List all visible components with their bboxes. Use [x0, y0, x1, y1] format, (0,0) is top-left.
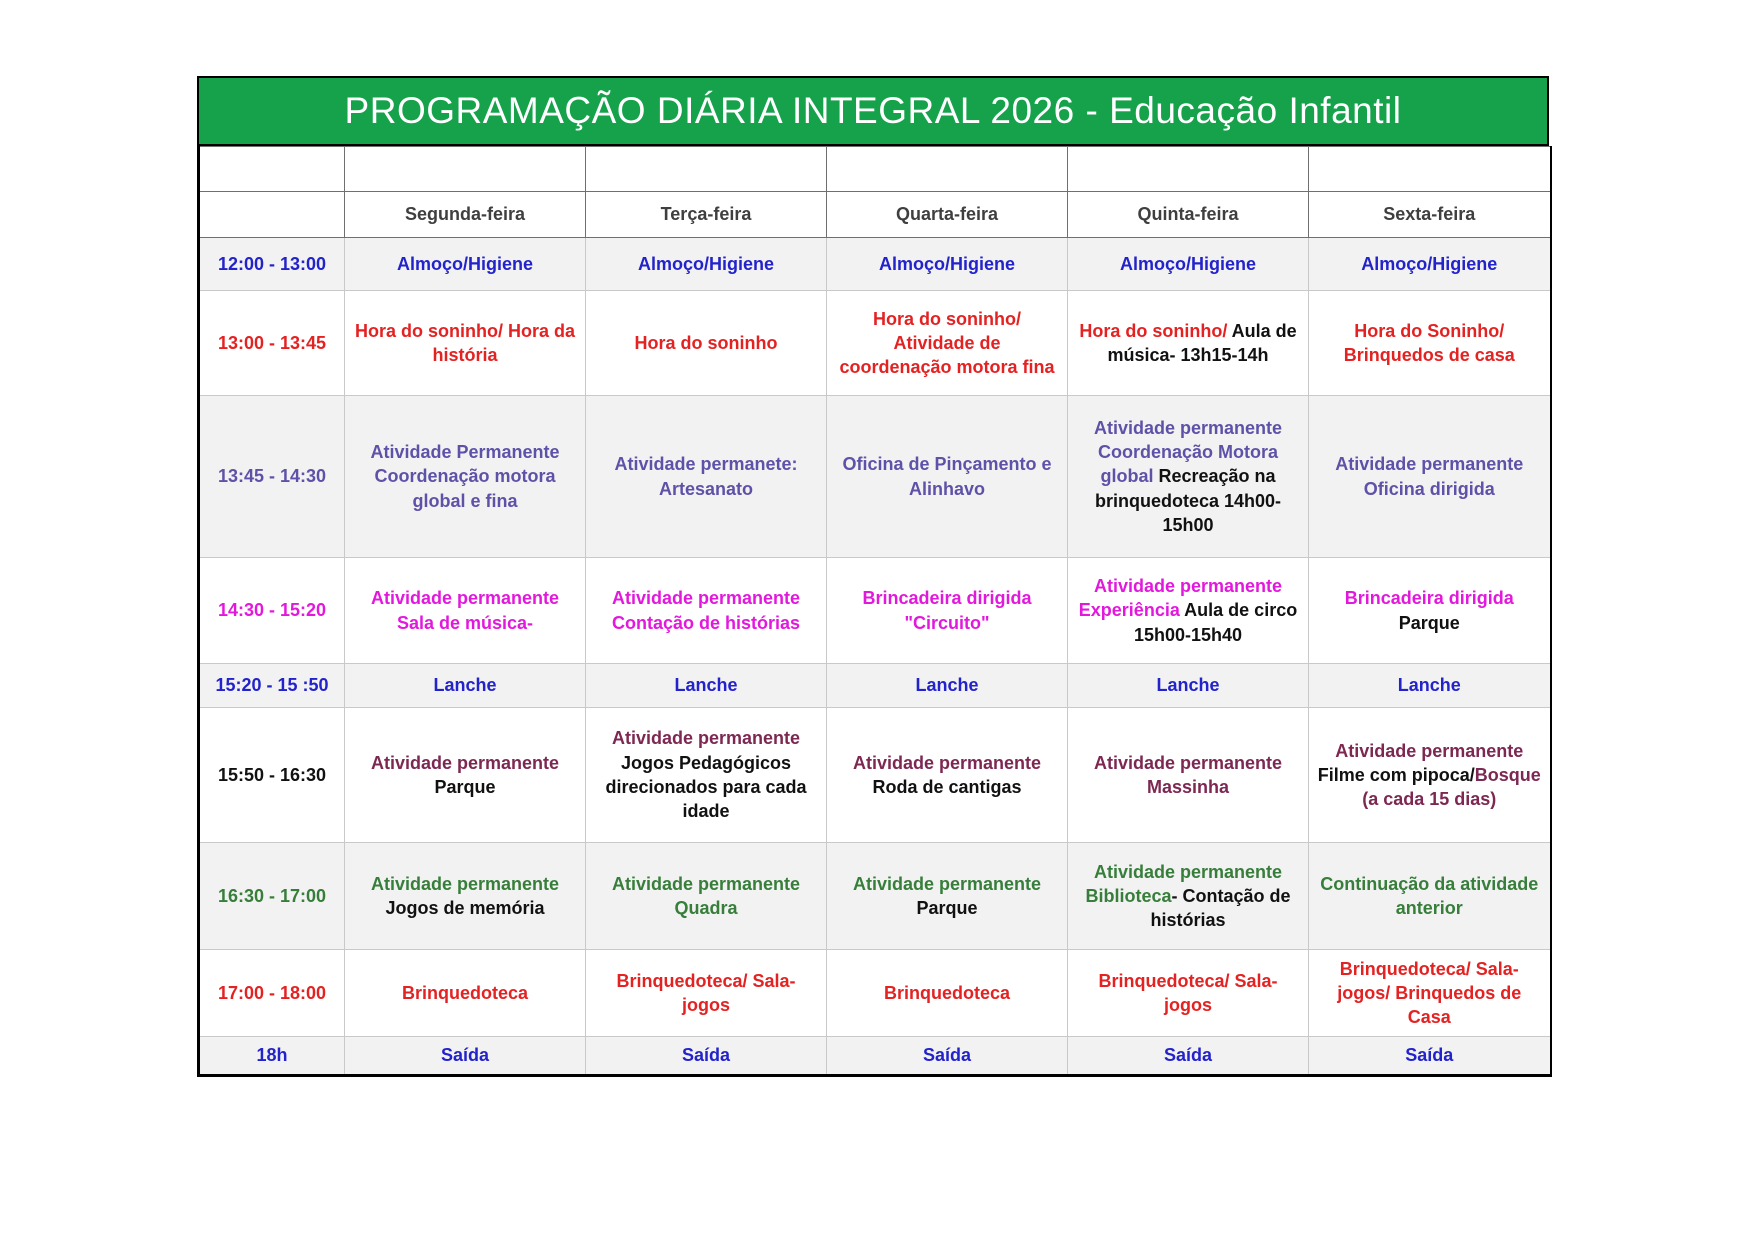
activity-cell [586, 291, 827, 396]
schedule-row [199, 843, 1551, 950]
activity-text-run: Aula de circo 15h00-15h40 [1133, 600, 1298, 645]
page-title: PROGRAMAÇÃO DIÁRIA INTEGRAL 2026 - Educação Infantil [344, 90, 1402, 131]
activity-cell [1068, 664, 1309, 708]
activity-text-run: Atividade permanete: Artesanato [614, 454, 798, 499]
activity-text-run: Hora do soninho [634, 332, 778, 353]
activity-cell [345, 558, 586, 664]
spacer-row [199, 147, 1551, 192]
activity-text-run: Atividade permanente Oficina dirigida [1335, 454, 1524, 499]
activity-text-run: Parque [434, 777, 496, 797]
activity-text-run: Parque [916, 898, 978, 918]
activity-cell [1068, 396, 1309, 558]
time-cell: 17:00 - 18:00 [199, 950, 345, 1037]
time-cell: 18h [199, 1037, 345, 1076]
activity-cell [1309, 238, 1551, 291]
activity-cell [827, 291, 1068, 396]
day-header-wednesday: Quarta-feira [827, 192, 1068, 238]
activity-text-run: Brinquedoteca [883, 982, 1011, 1003]
spacer-cell [1309, 147, 1551, 192]
time-cell: 13:00 - 13:45 [199, 291, 345, 396]
time-cell: 15:50 - 16:30 [199, 708, 345, 843]
spacer-cell [345, 147, 586, 192]
activity-cell [1068, 950, 1309, 1037]
activity-text-run: - Contação de histórias [1150, 885, 1291, 931]
schedule-row [199, 708, 1551, 843]
activity-cell [1309, 291, 1551, 396]
day-header-thursday: Quinta-feira [1068, 192, 1309, 238]
activity-text-run: Jogos Pedagógicos direcionados para cada idade [605, 752, 807, 822]
activity-text-run: Hora do soninho/ Hora da história [354, 320, 575, 365]
day-header-friday: Sexta-feira [1309, 192, 1551, 238]
activity-cell [345, 708, 586, 843]
activity-text-run: Roda de cantigas [872, 777, 1022, 797]
activity-text-run: Almoço/Higiene [1119, 253, 1257, 274]
activity-cell [827, 396, 1068, 558]
activity-cell [586, 238, 827, 291]
activity-text-run: Lanche [433, 675, 497, 696]
activity-cell [1309, 1037, 1551, 1076]
activity-cell [1309, 664, 1551, 708]
activity-text-run: Atividade permanente Experiência [1078, 576, 1283, 621]
activity-cell [586, 664, 827, 708]
time-cell: 15:20 - 15 :50 [199, 664, 345, 708]
schedule-row [199, 396, 1551, 558]
activity-text-run: Atividade permanente Massinha [1093, 752, 1283, 797]
activity-text-run: Atividade permanente [852, 873, 1042, 894]
activity-cell [1068, 1037, 1309, 1076]
activity-text-run: Atividade permanente Contação de histórias [611, 588, 801, 633]
title-bar [197, 76, 1549, 146]
activity-cell [1068, 558, 1309, 664]
activity-cell [827, 238, 1068, 291]
activity-cell [1309, 558, 1551, 664]
time-cell: 16:30 - 17:00 [199, 843, 345, 950]
activity-cell [345, 291, 586, 396]
activity-cell [586, 396, 827, 558]
activity-text-run: Almoço/Higiene [637, 253, 775, 274]
activity-text-run: Saída [681, 1045, 731, 1066]
activity-text-run: Atividade permanente [611, 728, 801, 749]
activity-text-run: Aula de música- 13h15-14h [1107, 320, 1297, 365]
spacer-cell [199, 147, 345, 192]
schedule-row [199, 558, 1551, 664]
activity-cell [586, 950, 827, 1037]
activity-text-run: Lanche [1156, 675, 1220, 696]
activity-cell [827, 558, 1068, 664]
activity-cell [586, 708, 827, 843]
activity-cell [345, 1037, 586, 1076]
activity-text-run: Recreação na brinquedoteca 14h00-15h00 [1094, 466, 1282, 535]
activity-text-run: Bosque (a cada 15 dias) [1362, 764, 1541, 810]
activity-cell [827, 1037, 1068, 1076]
activity-cell [1309, 396, 1551, 558]
activity-text-run: Saída [440, 1045, 490, 1066]
activity-text-run: Atividade permanente Sala de música- [370, 588, 560, 633]
day-header-tuesday: Terça-feira [586, 192, 827, 238]
activity-text-run: Almoço/Higiene [1361, 253, 1498, 274]
activity-cell [1068, 708, 1309, 843]
activity-cell [827, 708, 1068, 843]
time-cell: 14:30 - 15:20 [199, 558, 345, 664]
activity-text-run: Atividade permanente Quadra [611, 873, 801, 918]
activity-text-run: Parque [1398, 612, 1460, 633]
activity-cell [345, 950, 586, 1037]
activity-text-run: Saída [1163, 1045, 1213, 1066]
activity-text-run: Atividade permanente [370, 752, 560, 773]
activity-cell [345, 664, 586, 708]
activity-text-run: Hora do Soninho/ Brinquedos de casa [1343, 320, 1515, 365]
activity-cell [1309, 708, 1551, 843]
activity-text-run: Hora do soninho/ [1079, 320, 1232, 341]
activity-cell [586, 1037, 827, 1076]
activity-text-run: Continuação da atividade anterior [1320, 873, 1539, 918]
activity-text-run: Hora do soninho/ Atividade de coordenação motora fina [839, 308, 1055, 378]
corner-cell [199, 192, 345, 238]
activity-text-run: Jogos de memória [385, 898, 545, 918]
activity-text-run: Brinquedoteca/ Sala-jogos/ Brinquedos de Casa [1337, 958, 1522, 1028]
schedule-row [199, 1037, 1551, 1076]
activity-text-run: Atividade permanente Biblioteca [1085, 861, 1283, 906]
activity-text-run: Lanche [674, 675, 738, 696]
activity-cell [827, 664, 1068, 708]
activity-cell [586, 558, 827, 664]
activity-text-run: Saída [922, 1045, 972, 1066]
activity-text-run: Filme com pipoca/ [1317, 764, 1475, 785]
activity-text-run: Atividade permanente [852, 752, 1042, 773]
activity-text-run: Atividade permanente Coordenação Motora global [1093, 417, 1283, 487]
activity-cell [345, 238, 586, 291]
activity-cell [1068, 238, 1309, 291]
activity-text-run: Saída [1405, 1045, 1454, 1066]
activity-text-run: Atividade permanente [370, 873, 560, 894]
activity-text-run: Oficina de Pinçamento e Alinhavo [842, 454, 1052, 499]
schedule-body [199, 238, 1551, 1076]
activity-cell [586, 843, 827, 950]
activity-text-run: Almoço/Higiene [878, 253, 1016, 274]
activity-cell [827, 843, 1068, 950]
schedule-header [199, 147, 1551, 238]
schedule-row [199, 238, 1551, 291]
activity-cell [1309, 950, 1551, 1037]
schedule-row [199, 664, 1551, 708]
activity-cell [1068, 291, 1309, 396]
activity-text-run: Atividade permanente [1335, 740, 1524, 761]
schedule-table [197, 146, 1552, 1077]
activity-text-run: Brinquedoteca/ Sala-jogos [1098, 970, 1278, 1015]
spacer-cell [586, 147, 827, 192]
activity-text-run: Almoço/Higiene [396, 253, 534, 274]
activity-text-run: Brincadeira dirigida [1344, 588, 1514, 609]
day-header-row [199, 192, 1551, 238]
activity-cell [1068, 843, 1309, 950]
time-cell: 12:00 - 13:00 [199, 238, 345, 291]
activity-cell [345, 843, 586, 950]
schedule-row [199, 950, 1551, 1037]
activity-text-run: Brinquedoteca/ Sala-jogos [616, 970, 796, 1015]
day-header-monday: Segunda-feira [345, 192, 586, 238]
activity-cell [827, 950, 1068, 1037]
schedule-row [199, 291, 1551, 396]
activity-text-run: Brincadeira dirigida "Circuito" [862, 588, 1032, 633]
time-cell: 13:45 - 14:30 [199, 396, 345, 558]
activity-text-run: Atividade Permanente Coordenação motora global e fina [370, 442, 560, 511]
activity-text-run: Brinquedoteca [401, 982, 529, 1003]
activity-cell [345, 396, 586, 558]
activity-text-run: Lanche [1397, 675, 1461, 696]
spacer-cell [827, 147, 1068, 192]
schedule [197, 76, 1549, 1077]
activity-text-run: Lanche [915, 675, 979, 696]
activity-cell [1309, 843, 1551, 950]
spacer-cell [1068, 147, 1309, 192]
